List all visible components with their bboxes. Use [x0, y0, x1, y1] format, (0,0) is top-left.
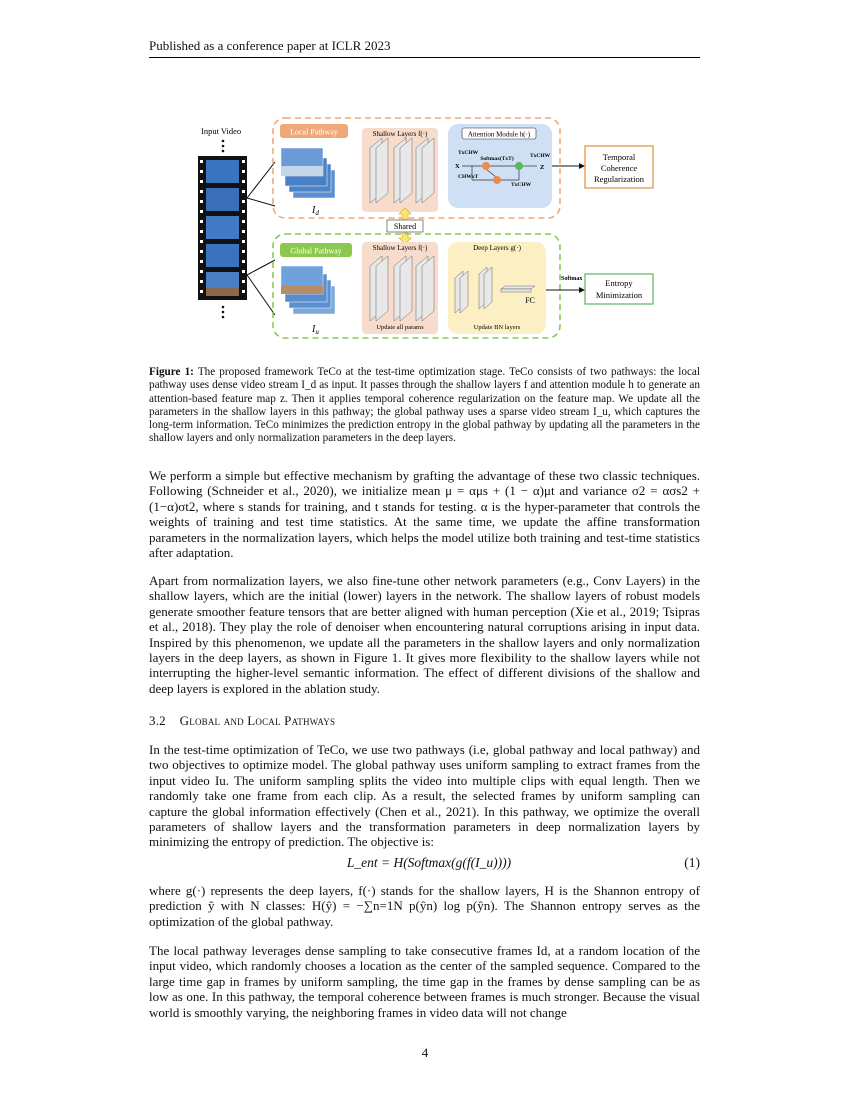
caption-text: The proposed framework TeCo at the test-time optimization stage. TeCo consists of two pathways: the local pathway uses dense video stream I_d as input. It passes through the shallow layers f and attention module h to generate an attention-based feature map z. Then it applies temporal coherence regularization on the feature map. We update all the parameters in the shallow layers in this pathway; the global pathway uses a sparse video stream I_u, which captures the long-term information. TeCo minimizes the prediction entropy in the global pathway by updating all the parameters in the shallow layers and only normalization parameters in the deep layers. [149, 366, 700, 445]
global-frames [281, 266, 335, 314]
temporal-line-1: Temporal [602, 152, 636, 162]
running-header: Published as a conference paper at ICLR 2023 [149, 38, 391, 53]
local-frames [281, 148, 335, 198]
attn-chwxt: CHWxT [458, 174, 479, 180]
header-rule [149, 57, 700, 58]
paragraph-2: Apart from normalization layers, we also fine-tune other network parameters (e.g., Conv Layers) in the shallow layers, which are the initial (lower) layers in the network. The shallow layers of robust models generate smoother feature tensors that are better aligned with human perception (Xie et al., 2019; Tsipras et al., 2018). They play the role of denoiser when encountering natural corruptions arising in input data. Inspired by this phenomenon, we update all the parameters in the shallow layers and only normalization layers in the deep layers, as shown in Figure 1. It gives more flexibility to the shallow layers while not interrupting the higher-level semantic information. The effect of different divisions of the shallow and deep layers is explored in the ablation study. [149, 573, 700, 696]
temporal-line-3: Regularization [593, 174, 645, 184]
paragraph-1: We perform a simple but effective mechanism by grafting the advantage of these two classic techniques. Following (Schneider et al., 2020), we initialize mean μ = αμs + (1 − α)μt and variance σ2 = ασs2 + (1−α)σt2, where s stands for training, and t stands for testing. α is the hyper-parameter that controls the weights of training and test time statistics. At the same time, we update the affine transformation parameters in the normalization layers, which helps the model utilize both training and test-time statistics after adaptation. [149, 468, 700, 561]
global-pathway-label: Global Pathway [290, 246, 342, 256]
softmax-label: Softmax [561, 276, 583, 282]
ellipsis-top-icon [222, 140, 225, 153]
entropy-line-2: Minimization [595, 290, 643, 300]
paragraph-3: In the test-time optimization of TeCo, we use two pathways (i.e, global pathway and local pathway) and two objectives to optimize model. The global pathway uses uniform sampling to extract frames from the input video Iu. The uniform sampling splits the video into multiple clips with equal length. Then we randomly take one frame from each clip. As a result, the selected frames by uniform sampling can capture the global information effectively (Chen et al., 2021). In this pathway, we optimize the overall parameters of shallow layers and the transformation parameters in deep normalization layers by minimizing the entropy of prediction. The objective is: [149, 742, 700, 850]
figure-caption [149, 366, 700, 446]
figure-1 [149, 110, 700, 360]
deep-layers-label: Deep Layers g(·) [473, 244, 521, 252]
section-heading [149, 713, 335, 729]
entropy-line-1: Entropy [605, 278, 633, 288]
equation-number: (1) [684, 855, 700, 870]
local-shallow-blocks [370, 138, 434, 203]
update-bn-label: Update BN layers [473, 324, 521, 331]
input-video-label: Input Video [201, 126, 242, 136]
global-shallow-label: Shallow Layers f(·) [372, 244, 428, 252]
attention-module-label: Attention Module h(·) [467, 130, 531, 139]
attn-mult-node-1 [482, 162, 490, 170]
local-pathway-label: Local Pathway [290, 127, 338, 137]
attn-add-node [515, 162, 523, 170]
local-shallow-label: Shallow Layers f(·) [372, 130, 428, 138]
fc-label: FC [525, 296, 535, 305]
attn-x: X [455, 163, 460, 170]
attn-softmax: Softmax(TxT) [480, 156, 514, 162]
global-shallow-blocks [370, 256, 434, 321]
section-title: Global and Local Pathways [179, 713, 336, 728]
label-id: $I_d$ [312, 205, 319, 217]
equation-1 [149, 855, 700, 873]
attn-txchw-mid: TxCHW [530, 153, 551, 159]
attn-txchw-out: TxCHW [511, 182, 532, 188]
label-iu: $I_u$ [312, 324, 319, 336]
equation-body: L_ent = H(Softmax(g(f(I_u)))) [346, 855, 512, 870]
caption-label: Figure 1: [149, 366, 194, 378]
section-number: 3.2 [149, 713, 166, 728]
attn-z: Z [540, 164, 545, 171]
film-strip [198, 156, 247, 300]
paragraph-4: where g(·) represents the deep layers, f(·) stands for the shallow layers, H is the Shannon entropy of prediction ŷ with N classes: H(ŷ) = −∑n=1N p(ŷn) log p(ŷn). The Shannon entropy serves as the optimization of the global pathway. [149, 883, 700, 929]
page-number: 4 [421, 1045, 429, 1060]
shared-label: Shared [393, 222, 417, 231]
temporal-line-2: Coherence [600, 163, 638, 173]
ellipsis-bottom-icon [222, 306, 225, 319]
attn-txchw-in: TxCHW [458, 150, 479, 156]
paragraph-5: The local pathway leverages dense sampling to take consecutive frames Id, at a random location of the input video, which randomly chooses a location as the center of the sampled sequence. Compared to the large time gap in frames by uniform sampling, the time gap in the frames by dense sampling can be as low as one. In this pathway, the temporal coherence between frames is much stronger. Because the visual world is smoothly varying, the neighboring frames in video data will not change [149, 943, 700, 1020]
update-all-params-label: Update all params [376, 324, 424, 331]
attn-mult-node-2 [493, 176, 501, 184]
